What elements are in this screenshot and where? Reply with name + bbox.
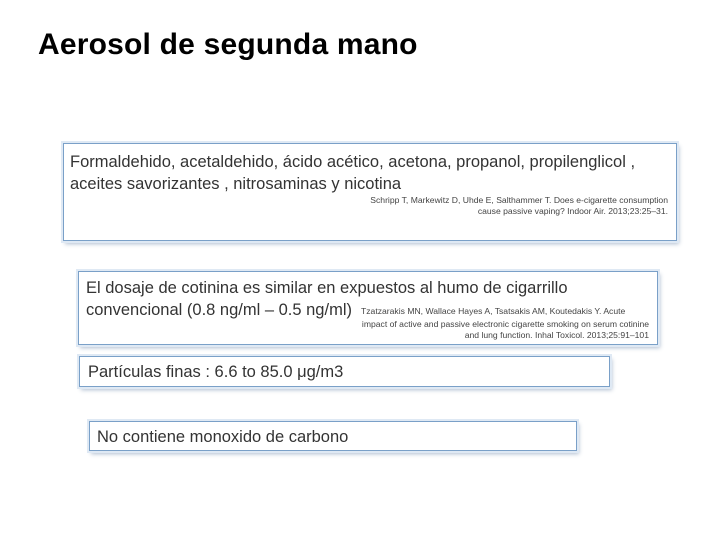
text-box-carbon-monoxide [89,421,577,451]
text-box-cotinine [78,271,658,345]
reference-line-3: and lung function. Inhal Toxicol. 2013;25:91–101 [464,330,649,340]
composition-line-1: Formaldehido, acetaldehido, ácido acético, acetona, propanol, propilenglicol , [70,153,636,171]
fine-particles-line: Partículas finas : 6.6 to 85.0 μg/m3 [88,363,344,381]
cotinine-line-2: convencional (0.8 ng/ml – 0.5 ng/ml) [86,301,352,319]
reference-line-1: Tzatzarakis MN, Wallace Hayes A, Tsatsakis AM, Koutedakis Y. Acute [361,306,626,316]
carbon-monoxide-line: No contiene monoxido de carbono [97,428,349,446]
reference-line-1: Schripp T, Markewitz D, Uhde E, Salthammer T. Does e-cigarette consumption [370,195,668,205]
cotinine-line-1: El dosaje de cotinina es similar en expuestos al humo de cigarrillo [86,279,568,297]
text-box-composition [63,143,677,241]
composition-line-2: aceites savorizantes , nitrosaminas y nicotina [70,175,402,193]
reference-line-2: cause passive vaping? Indoor Air. 2013;23:25–31. [477,206,668,216]
slide-title: Aerosol de segunda mano [38,28,418,61]
text-box-fine-particles [79,356,610,387]
reference-line-2: impact of active and passive electronic cigarette smoking on serum cotinine [361,319,649,329]
